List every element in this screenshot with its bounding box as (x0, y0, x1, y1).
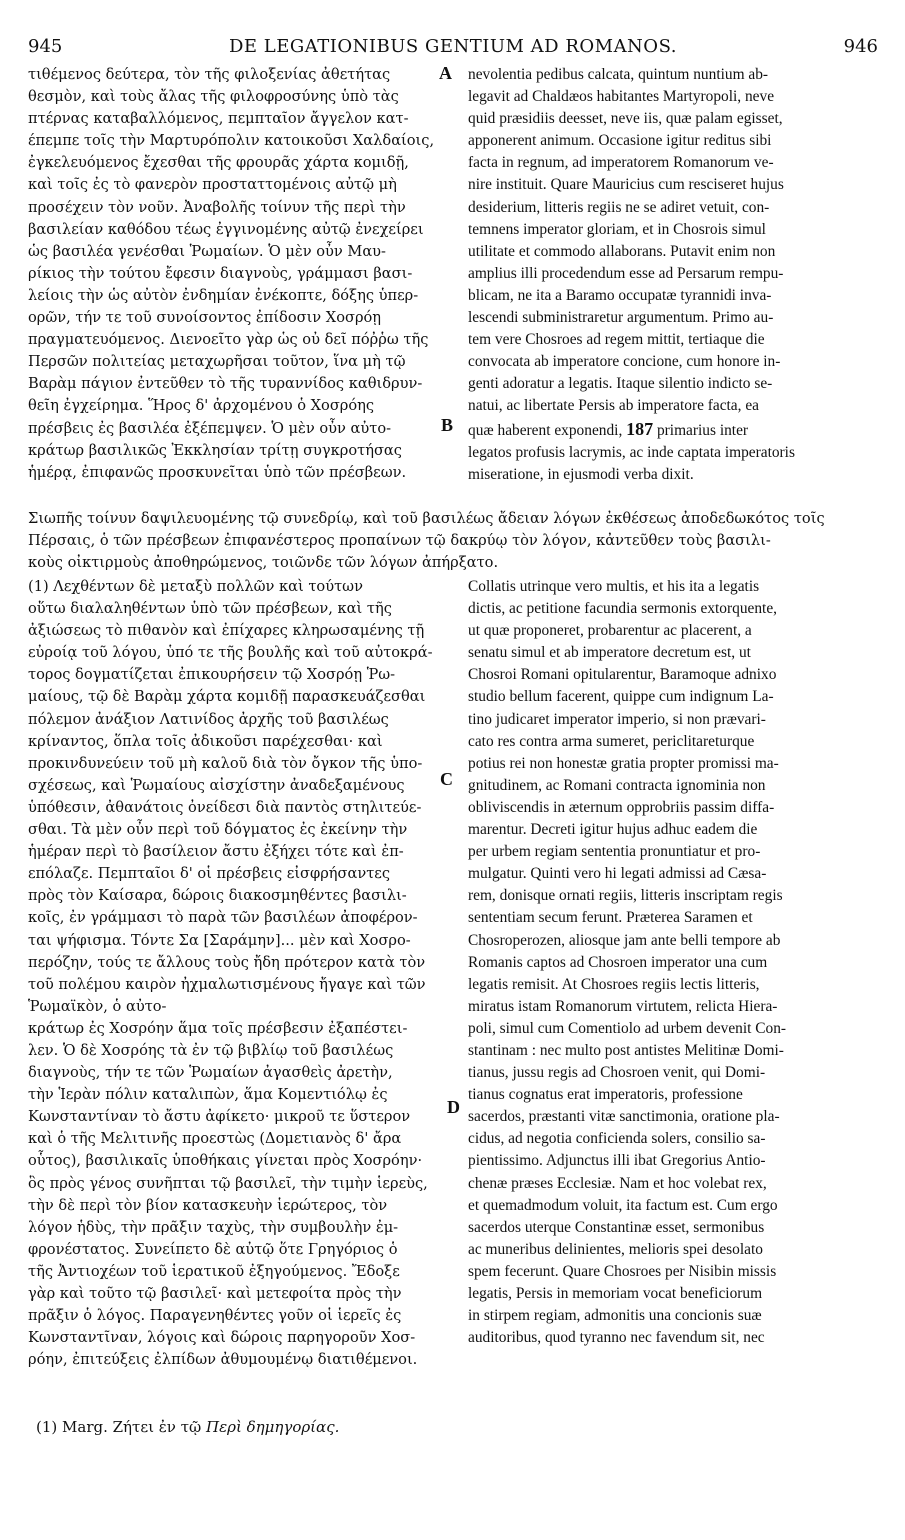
greek-text-line: σθαι. Τὰ μὲν οὖν περὶ τοῦ δόγματος ἐς ἐκείνην τὴν (28, 821, 408, 839)
latin-text-line: nevolentia pedibus calcata, quintum nuntium ab- (468, 66, 769, 83)
latin-text-line: cato res contra arma sumeret, periclitareturque (468, 732, 755, 750)
greek-text-line: τῆς Ἀντιοχέων τοῦ ἱερατικοῦ ἐξηγούμενος. Ἔδοξε (28, 1262, 400, 1280)
greek-text-line: τορος δογματίζεται ἐπικουρήσειν τῷ Χοσρόῃ Ῥω- (28, 666, 396, 684)
latin-text-line: genti adoratur a legatis. Itaque silentio indicto se- (468, 375, 773, 393)
latin-text-line: ac muneribus delinientes, melioris spei desolato (468, 1240, 763, 1258)
greek-text-line: έπεμπε τοῖς τὴν Μαρτυρόπολιν κατοικοῦσι Χαλδαίοις, (28, 132, 435, 150)
running-title: DE LEGATIONIBUS GENTIUM AD ROMANOS. (229, 36, 677, 57)
latin-text-line: tino judicaret imperator imperio, si non prævari- (468, 710, 766, 728)
latin-text-line: obliviscendis in æternum opprobriis passim diffa- (468, 798, 775, 816)
greek-text-line: ὡς βασιλέα γενέσθαι Ῥωμαίων. Ὁ μὲν οὖν Μαυ- (28, 242, 386, 260)
latin-text-line: Chosroi Romani opitularentur, Baramoque adnixo (468, 666, 777, 684)
latin-column-top (468, 64, 876, 486)
latin-text-line: sacerdos, præstanti vitæ sanctimonia, oratione pla- (468, 1108, 780, 1126)
full-width-paragraph (28, 508, 878, 574)
footnote-italic: Περὶ δημηγορίας. (206, 1418, 340, 1436)
margin-marker-d: D (447, 1097, 460, 1117)
full-width-text-line: Πέρσαις, ὁ τῶν πρέσβεων ἐπιφανέστερος προπαίνων τῷ δακρύῳ τὸν λόγον, κἀντεῦθεν τοὺς βασιλι- (28, 532, 771, 550)
greek-text-line: πρέσβεις ἐς βασιλέα ἐξέπεμψεν. Ὁ μὲν οὖν αὐτο- (28, 419, 392, 437)
greek-text-line: εὐροίᾳ τοῦ λόγου, ὑπό τε τῆς βουλῆς καὶ τοῦ αὐτοκρά- (28, 644, 433, 662)
latin-text-line: legavit ad Chaldæos habitantes Martyropoli, neve (468, 88, 775, 106)
latin-text-line: chenæ præses Ecclesiæ. Nam et hoc volebat rex, (468, 1174, 767, 1192)
greek-text-line: οὗτος), βασιλικαῖς ὑποθήκαις γίνεται πρὸς Χοσρόην· (28, 1152, 423, 1170)
latin-text-line: convocata ab imperatore concione, cum honore in- (468, 353, 781, 371)
greek-text-line: καὶ τοῖς ἐς τὸ φανερὸν προσταττομένοις αὐτῷ μὴ (28, 176, 397, 194)
full-width-text-line: κοὺς οἰκτιρμοὺς ἀποθηρώμενος, τοιῶνδε τῶν λόγων ἀπήρξατο. (28, 554, 499, 572)
greek-text-line: Ῥωμαϊκὸν, ὁ αὐτο- (28, 997, 167, 1015)
latin-text-line: nire instituit. Quare Mauricius cum resciseret hujus (468, 176, 784, 194)
latin-text-line: tianus cognatus erat imperatoris, professione (468, 1086, 743, 1104)
latin-text-line: desiderium, litteris regiis ne se adiret vetuit, con- (468, 198, 770, 216)
latin-text-line: et quemadmodum voluit, ita factum est. Cum ergo (468, 1196, 778, 1214)
greek-text-line: προσέχειν τὸν νοῦν. Ἀναβολῆς τοίνυν τῆς περὶ τὴν (28, 198, 406, 216)
latin-text-line: studio bellum facerent, quippe cum indignum La- (468, 688, 774, 706)
page-number-left: 945 (28, 36, 63, 57)
greek-text-line: Κωνσταντῖναν, λόγοις καὶ δώροις παρηγοροῦν Χοσ- (28, 1329, 416, 1347)
greek-text-line: μαίους, τῷ δὲ Βαρὰμ χάρτα κομιδῇ παρασκευάζεσθαι (28, 688, 426, 706)
latin-text-line: legatis remisit. At Chosroes regiis lectis litteris, (468, 975, 760, 993)
greek-column-top (28, 64, 443, 484)
greek-text-line: Κωνσταντίναν τὸ ἄστυ ἀφίκετο· μικροῦ τε ὕστερον (28, 1108, 411, 1126)
greek-text-line: πραγματευόμενος. Διενοεῖτο γὰρ ὡς οὐ δεῖ πόῤῥω τῆς (28, 331, 429, 349)
greek-text-line: Περσῶν πολιτείας μεταχωρῆσαι τοῦτον, ἵνα μὴ τῷ (28, 353, 406, 371)
latin-text-line: tem vere Chosroes ad regem mittit, tertiaque die (468, 331, 765, 349)
greek-text-line: φρονέστατος. Συνείπετο δὲ αὐτῷ ὅτε Γρηγόριος ὁ (28, 1240, 398, 1258)
latin-text-fragment: quæ haberent exponendi, (468, 421, 627, 439)
latin-text-line: mulgatur. Quinti vero hi legati admissi ad Cæsa- (468, 865, 767, 883)
footnote-label: (1) Marg. Ζήτει ἐν τῷ (36, 1418, 202, 1436)
latin-text-line: poli, simul cum Comentiolo ad urbem devenit Con- (468, 1019, 787, 1037)
greek-text-line: πόλεμον ἀνάξιον Λατινίδος ἀρχῆς τοῦ βασιλέως (28, 710, 389, 728)
greek-text-line: κράτωρ βασιλικῶς Ἐκκλησίαν τρίτῃ συγκροτήσας (28, 441, 402, 459)
latin-text-line: Collatis utrinque vero multis, et his ita a legatis (468, 578, 760, 595)
page-number-right: 946 (843, 36, 878, 57)
latin-column-bottom (468, 576, 876, 1349)
latin-text-line: potius rei non honestæ gratia propter promissi ma- (468, 754, 779, 772)
greek-text-line: διαγνοὺς, τήν τε τῶν Ῥωμαίων ἀγασθεὶς ἀρετὴν, (28, 1064, 393, 1082)
margin-marker-b: B (441, 415, 454, 435)
greek-text-line: οὕτω διαλαληθέντων ὑπὸ τῶν πρέσβεων, καὶ τῆς (28, 600, 392, 618)
greek-text-line: ορῶν, τήν τε τοῦ συνοίσοντος ἐπίδοσιν Χοσρόῃ (28, 309, 382, 327)
greek-text-line: λόγον ἡδὺς, τὴν πρᾶξιν ταχὺς, τὴν συμβουλὴν ἐμ- (28, 1218, 399, 1236)
greek-text-line: προκινδυνεύειν τοῦ μὴ καλοῦ διὰ τὸν ὄγκον τῆς ὑπο- (28, 754, 423, 772)
footnote (36, 1418, 339, 1436)
latin-text-line: natui, ac libertate Persis ab imperatore facta, ea (468, 397, 759, 415)
latin-text-line: apponerent animum. Occasione igitur reditus sibi (468, 132, 772, 150)
latin-text-line: utilitate et commodo allaborans. Putavit enim non (468, 242, 776, 260)
latin-text-line: cidus, ad negotia conficienda solers, consilio sa- (468, 1130, 766, 1148)
latin-text-line: temnens imperator gloriam, et in Chosrois simul (468, 220, 766, 238)
greek-text-line: Βαρὰμ πάγιον ἐντεῦθεν τὸ τῆς τυραννίδος καθιδρυν- (28, 375, 423, 393)
margin-marker-c: C (440, 769, 453, 789)
greek-text-line: τὴν Ἱερὰν πόλιν καταλιπὼν, ἅμα Κομεντιόλῳ ἐς (28, 1086, 388, 1104)
latin-text-line: pientissimo. Adjunctus illi ibat Gregorius Antio- (468, 1152, 766, 1170)
latin-text-line: in stirpem regiam, admonitis una concionis suæ (468, 1307, 762, 1325)
latin-text-line: senatu simul et ab imperatore decretum est, ut (468, 644, 751, 662)
latin-text-line: lescendi subministraretur argumentum. Primo au- (468, 309, 774, 327)
greek-text-line: λείοις τὴν ὡς αὐτὸν ἐνδημίαν ἐνέκοπτε, δόξης ὑπερ- (28, 286, 419, 304)
latin-text-fragment: primarius inter (653, 421, 749, 439)
section-number: 187 (626, 418, 654, 439)
greek-text-line: επόλαζε. Πεμπταῖοι δ' οἱ πρέσβεις εἰσφρήσαντες (28, 865, 391, 883)
latin-text-line: amplius illi procedendum esse ad Persarum rempu- (468, 264, 784, 282)
latin-text-line: per urbem regiam sententia pronuntiatur et pro- (468, 843, 761, 861)
latin-text-line: sententiam secum ferunt. Præterea Saramen et (468, 909, 753, 927)
greek-text-line: θεσμὸν, καὶ τοὺς ἄλας τῆς φιλοφροσύνης ὑπὸ τὰς (28, 88, 399, 106)
greek-text-line: ἐγκελευόμενος ἔχεσθαι τῆς φρουρᾶς χάρτα κομιδῇ, (28, 154, 409, 172)
latin-text-line: stantinam : nec multo post antistes Melitinæ Domi- (468, 1041, 784, 1059)
greek-text-line: ἡμέραν περὶ τὸ βασίλειον ἄστυ ἐξήχει τότε καὶ ἐπ- (28, 843, 404, 861)
greek-text-line: ἀξιώσεως τὸ πιθανὸν καὶ ἐπίχαρες κληρωσαμένης τῇ (28, 622, 425, 640)
greek-text-line: ρίκιος τὴν τούτου ἔφεσιν διαγνοὺς, γράμμασι βασι- (28, 264, 413, 282)
latin-text-line: spem fecerunt. Quare Chosroes per Nisibin missis (468, 1262, 777, 1280)
greek-text-line: ὑπόθεσιν, ἀθανάτοις ὀνείδεσι διὰ παντὸς στηλιτεύε- (28, 798, 422, 816)
greek-text-line: (1) Λεχθέντων δὲ μεταξὺ πολλῶν καὶ τούτων (28, 578, 363, 595)
latin-text-line: sacerdos uterque Constantinæ esset, sermonibus (468, 1218, 765, 1236)
greek-text-line: τὴν δὲ περὶ τὸν βίον κατασκευὴν ἱερώτερος, τὸν (28, 1196, 388, 1214)
latin-text-line: quid præsidiis deesset, neve iis, quæ palam egisset, (468, 110, 783, 128)
greek-text-line: ὃς πρὸς γένος συνῆπται τῷ βασιλεῖ, τὴν τιμὴν ἱερεὺς, (28, 1174, 428, 1192)
greek-text-line: βασιλείαν καθόδου τέως ἐγγινομένης αὐτῷ ἐνεχείρει (28, 220, 424, 238)
greek-text-line: ται ψήφισμα. Τόντε Σα [Σαράμην]... μὲν καὶ Χοσρο- (28, 931, 411, 949)
latin-text-line: legatis, Persis in memoriam vocat beneficiorum (468, 1285, 763, 1302)
latin-text-line: gnitudinem, ac Romani contracta ignominia non (468, 776, 766, 794)
greek-text-line: γὰρ καὶ τοῦτο τῷ βασιλεῖ· καὶ μετεφοίτα πρὸς τὴν (28, 1285, 402, 1302)
latin-text-line: legatos profusis lacrymis, ac inde captata imperatoris (468, 443, 795, 461)
latin-text-line: rem, donisque ornati regiis, litteris inscriptam regis (468, 887, 783, 905)
latin-text-line: ut quæ proponeret, probarentur ac placerent, a (468, 622, 752, 640)
latin-text-line: blicam, ne ita a Baramo occupatæ tyrannidi inva- (468, 286, 772, 304)
greek-column-bottom (28, 576, 448, 1371)
greek-text-line: πρᾶξιν ὁ λόγος. Παραγενηθέντες γοῦν οἱ ἱερεῖς ἐς (28, 1307, 402, 1325)
latin-text-line: Chosroperozen, aliosque jam ante belli tempore ab (468, 931, 781, 949)
greek-text-line: τιθέμενος δεύτερα, τὸν τῆς φιλοξενίας ἀθετήτας (28, 66, 391, 83)
latin-text-line: miseratione, in ejusmodi verba dixit. (468, 465, 694, 483)
greek-text-line: κρίναντος, ὅπλα τοῖς ἀδικοῦσι παρέχεσθαι· καὶ (28, 732, 383, 750)
latin-text-line: tianus, jussu regis ad Chosroen venit, qui Domi- (468, 1064, 766, 1082)
latin-text-line: Romanis captos ad Chosroen imperator una cum (468, 953, 768, 971)
greek-text-line: πτέρνας καταβαλλόμενος, πεμπταῖον ἄγγελον κατ- (28, 110, 409, 128)
latin-text-line: facta in regnum, ad imperatorem Romanorum ve- (468, 154, 774, 172)
running-head (28, 36, 878, 58)
greek-text-line: ρόην, ἐπιτεύξεις ἐλπίδων ἀθυμουμένῳ διατιθέμενοι. (28, 1351, 418, 1369)
latin-text-line: auditoribus, quod tyranno nec favendum sit, nec (468, 1329, 765, 1347)
latin-text-line (468, 418, 876, 442)
latin-text-line: miratus istam Romanorum virtutem, relicta Hiera- (468, 997, 778, 1015)
greek-text-line: τοῦ πολέμου καιρὸν ἠχμαλωτισμένους ἤγαγε καὶ τῶν (28, 975, 426, 993)
greek-text-line: περόζην, τούς τε ἄλλους τοὺς ἤδη πρότερον κατὰ τὸν (28, 953, 426, 971)
greek-text-line: κοῖς, ἐν γράμμασι τὸ παρὰ τῶν βασιλέων ἀποφέρον- (28, 909, 418, 927)
greek-text-line: σχέσεως, καὶ Ῥωμαίους αἰσχίστην ἀναδεξαμένους (28, 776, 405, 794)
greek-text-line: κράτωρ ἐς Χοσρόην ἅμα τοῖς πρέσβεσιν ἐξαπέστει- (28, 1019, 408, 1037)
margin-marker-a: A (439, 63, 452, 83)
full-width-text-line: Σιωπῆς τοίνυν δαψιλευομένης τῷ συνεδρίῳ, καὶ τοῦ βασιλέως ἄδειαν λόγων ἐκθέσεως ἀποδεδωκότος τοῖς (28, 510, 825, 527)
greek-text-line: πρὸς τὸν Καίσαρα, δώροις διακοσμηθέντες βασιλι- (28, 887, 407, 905)
greek-text-line: καὶ ὁ τῆς Μελιτινῆς προεστὼς (Δομετιανὸς δ' ἄρα (28, 1130, 402, 1148)
greek-text-line: ἡμέρᾳ, ἐπιφανῶς προσκυνεῖται ὑπὸ τῶν πρέσβεων. (28, 463, 407, 481)
greek-text-line: θεῖη ἐγχείρημα. Ἥρος δ' ἀρχομένου ὁ Χοσρόης (28, 397, 375, 415)
latin-text-line: dictis, ac petitione facundia sermonis extorquente, (468, 600, 777, 618)
greek-text-line: λεν. Ὁ δὲ Χοσρόης τὰ ἐν τῷ βιβλίῳ τοῦ βασιλέως (28, 1041, 394, 1059)
latin-text-line: marentur. Decreti igitur hujus adhuc eadem die (468, 821, 758, 839)
